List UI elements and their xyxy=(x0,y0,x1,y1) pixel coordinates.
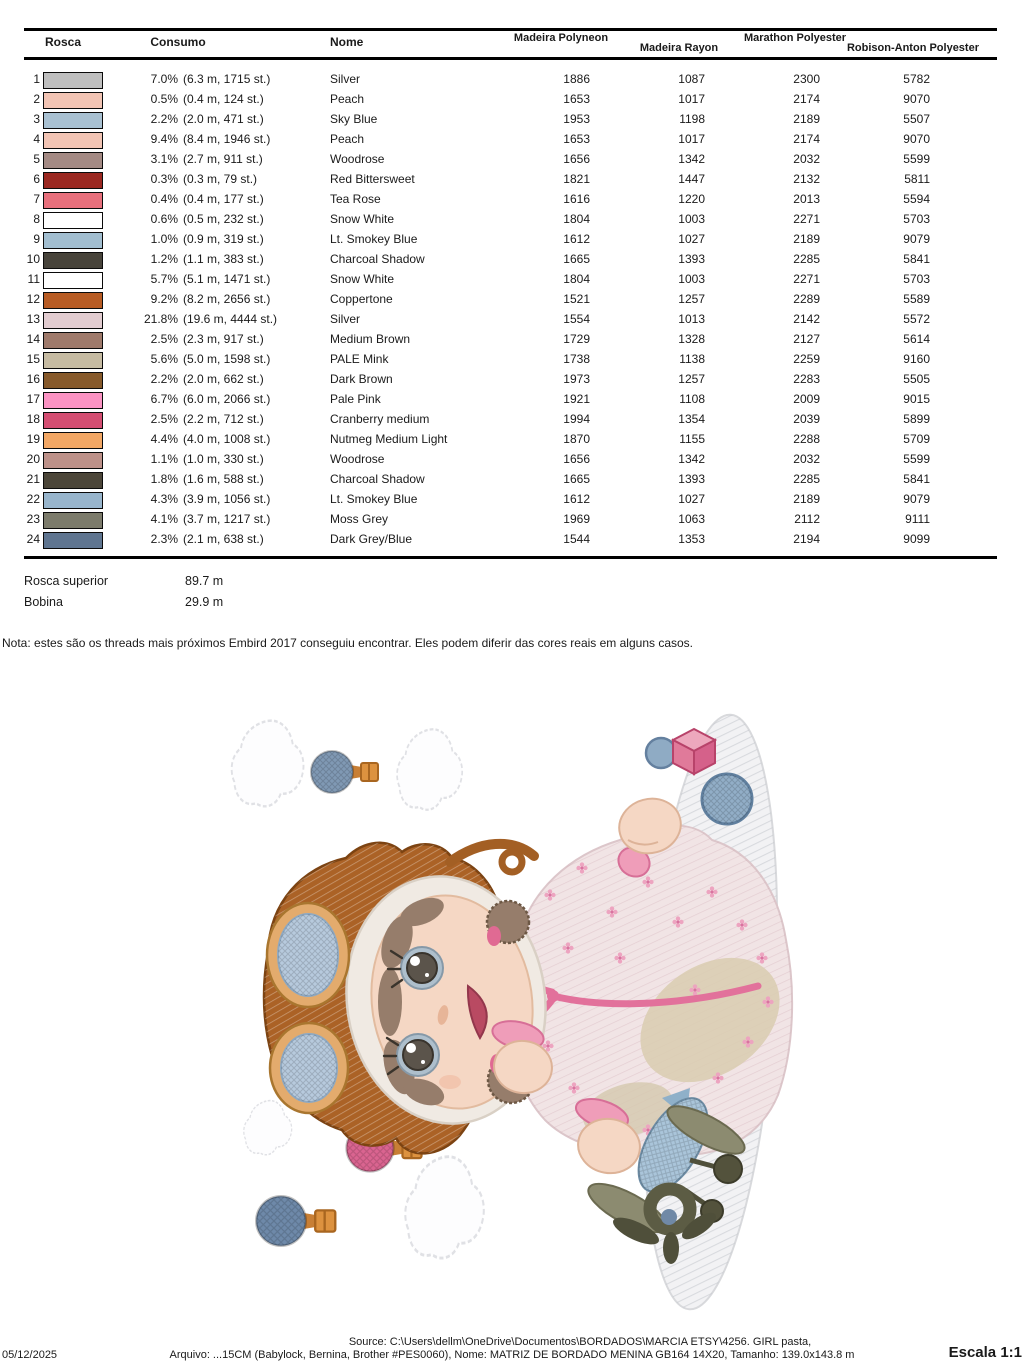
robison-anton-code: 5594 xyxy=(903,192,930,206)
footer-scale-label: Escala 1:1 xyxy=(948,1344,1022,1361)
thread-consumption-percent: 7.0% xyxy=(150,72,178,86)
thread-number: 3 xyxy=(33,112,40,126)
madeira-rayon-code: 1257 xyxy=(678,292,705,306)
thread-name: Pale Pink xyxy=(330,392,381,406)
thread-name: Tea Rose xyxy=(330,192,381,206)
thread-table-rows xyxy=(0,70,1024,550)
madeira-polyneon-code: 1886 xyxy=(563,72,590,86)
thread-table-row xyxy=(0,70,1024,90)
marathon-polyester-code: 2142 xyxy=(793,312,820,326)
thread-consumption-detail: (2.2 m, 712 st.) xyxy=(183,412,264,426)
column-header-robison-anton-polyester: Robison-Anton Polyester xyxy=(846,42,979,54)
thread-number: 6 xyxy=(33,172,40,186)
madeira-rayon-code: 1003 xyxy=(678,212,705,226)
thread-consumption-percent: 1.2% xyxy=(150,252,178,266)
column-header-nome: Nome xyxy=(330,35,364,49)
madeira-rayon-code: 1017 xyxy=(678,132,705,146)
thread-color-swatch xyxy=(43,352,103,369)
bobina-value: 29.9 m xyxy=(185,595,224,609)
thread-table-row xyxy=(0,130,1024,150)
thread-color-swatch xyxy=(43,232,103,249)
thread-consumption-detail: (8.2 m, 2656 st.) xyxy=(183,292,271,306)
thread-consumption-percent: 4.3% xyxy=(150,492,178,506)
thread-table-row xyxy=(0,110,1024,130)
thread-consumption-detail: (0.9 m, 319 st.) xyxy=(183,232,264,246)
madeira-polyneon-code: 1554 xyxy=(563,312,590,326)
madeira-polyneon-code: 1921 xyxy=(563,392,590,406)
marathon-polyester-code: 2259 xyxy=(793,352,820,366)
thread-number: 4 xyxy=(33,132,40,146)
madeira-polyneon-code: 1804 xyxy=(563,212,590,226)
madeira-polyneon-code: 1656 xyxy=(563,152,590,166)
thread-consumption-detail: (3.9 m, 1056 st.) xyxy=(183,492,271,506)
madeira-rayon-code: 1063 xyxy=(678,512,705,526)
madeira-polyneon-code: 1521 xyxy=(563,292,590,306)
footer-date: 05/12/2025 xyxy=(2,1349,58,1361)
thread-table-row xyxy=(0,210,1024,230)
madeira-rayon-code: 1353 xyxy=(678,532,705,546)
madeira-polyneon-code: 1612 xyxy=(563,492,590,506)
thread-name: Sky Blue xyxy=(330,112,378,126)
table-top-rule xyxy=(24,28,997,31)
thread-number: 19 xyxy=(26,432,40,446)
thread-consumption-percent: 4.1% xyxy=(150,512,178,526)
thread-name: Red Bittersweet xyxy=(330,172,415,186)
thread-name: Charcoal Shadow xyxy=(330,472,425,486)
madeira-polyneon-code: 1973 xyxy=(563,372,590,386)
footer-source-line: Source: C:\Users\dellm\OneDrive\Documentos\BORDADOS\MARCIA ETSY\4256. GIRL pasta, xyxy=(348,1336,812,1348)
marathon-polyester-code: 2174 xyxy=(793,132,820,146)
thread-color-swatch xyxy=(43,252,103,269)
madeira-polyneon-code: 1994 xyxy=(563,412,590,426)
madeira-rayon-code: 1027 xyxy=(678,232,705,246)
marathon-polyester-code: 2013 xyxy=(793,192,820,206)
thread-table-row xyxy=(0,390,1024,410)
madeira-rayon-code: 1003 xyxy=(678,272,705,286)
thread-number: 16 xyxy=(26,372,40,386)
thread-name: Peach xyxy=(330,132,365,146)
blue-dot-large xyxy=(702,774,752,824)
bobina-label: Bobina xyxy=(24,595,63,609)
robison-anton-code: 5614 xyxy=(903,332,930,346)
madeira-polyneon-code: 1665 xyxy=(563,472,590,486)
column-header-marathon-polyester: Marathon Polyester xyxy=(743,32,847,44)
marathon-polyester-code: 2039 xyxy=(793,412,820,426)
robison-anton-code: 5703 xyxy=(903,212,930,226)
robison-anton-code: 5599 xyxy=(903,152,930,166)
thread-table-row xyxy=(0,190,1024,210)
thread-consumption-percent: 3.1% xyxy=(150,152,178,166)
thread-consumption-detail: (5.0 m, 1598 st.) xyxy=(183,352,271,366)
thread-number: 10 xyxy=(26,252,40,266)
thread-consumption-detail: (4.0 m, 1008 st.) xyxy=(183,432,271,446)
madeira-rayon-code: 1155 xyxy=(679,432,705,446)
thread-consumption-percent: 5.6% xyxy=(150,352,178,366)
madeira-polyneon-code: 1653 xyxy=(563,132,590,146)
marathon-polyester-code: 2194 xyxy=(793,532,820,546)
embroidery-design-preview xyxy=(150,690,850,1340)
airplane-propeller-hub xyxy=(661,1209,677,1225)
thread-name: Lt. Smokey Blue xyxy=(330,492,418,506)
thread-consumption-detail: (3.7 m, 1217 st.) xyxy=(183,512,271,526)
pink-cube-block xyxy=(673,729,715,774)
thread-color-swatch xyxy=(43,112,103,129)
column-header-madeira-polyneon: Madeira Polyneon xyxy=(513,32,609,44)
thread-table-row xyxy=(0,250,1024,270)
thread-name: Woodrose xyxy=(330,452,385,466)
marathon-polyester-code: 2009 xyxy=(793,392,820,406)
thread-consumption-detail: (6.0 m, 2066 st.) xyxy=(183,392,271,406)
marathon-polyester-code: 2032 xyxy=(793,452,820,466)
hot-air-balloon-blue-gray xyxy=(311,751,378,793)
madeira-rayon-code: 1017 xyxy=(678,92,705,106)
thread-consumption-detail: (6.3 m, 1715 st.) xyxy=(183,72,271,86)
thread-table-row xyxy=(0,270,1024,290)
madeira-polyneon-code: 1953 xyxy=(563,112,590,126)
thread-table-row xyxy=(0,470,1024,490)
robison-anton-code: 5703 xyxy=(903,272,930,286)
marathon-polyester-code: 2271 xyxy=(793,212,820,226)
thread-name: PALE Mink xyxy=(330,352,389,366)
madeira-polyneon-code: 1821 xyxy=(563,172,590,186)
thread-color-swatch xyxy=(43,172,103,189)
madeira-polyneon-code: 1656 xyxy=(563,452,590,466)
thread-color-swatch xyxy=(43,532,103,549)
thread-color-swatch xyxy=(43,392,103,409)
thread-name: Peach xyxy=(330,92,365,106)
thread-consumption-detail: (2.1 m, 638 st.) xyxy=(183,532,264,546)
robison-anton-code: 5599 xyxy=(903,452,930,466)
thread-consumption-percent: 1.1% xyxy=(150,452,178,466)
eye-upper xyxy=(388,947,443,989)
madeira-rayon-code: 1013 xyxy=(678,312,705,326)
madeira-rayon-code: 1027 xyxy=(678,492,705,506)
madeira-rayon-code: 1138 xyxy=(679,352,705,366)
thread-name: Silver xyxy=(330,312,361,326)
thread-table-row xyxy=(0,350,1024,370)
madeira-rayon-code: 1198 xyxy=(679,112,705,126)
thread-number: 21 xyxy=(26,472,40,486)
thread-table-row xyxy=(0,330,1024,350)
thread-color-swatch xyxy=(43,132,103,149)
madeira-polyneon-code: 1870 xyxy=(563,432,590,446)
thread-consumption-percent: 2.3% xyxy=(150,532,178,546)
thread-color-swatch xyxy=(43,452,103,469)
thread-consumption-percent: 0.4% xyxy=(150,192,178,206)
thread-color-swatch xyxy=(43,332,103,349)
thread-name: Dark Brown xyxy=(330,372,393,386)
robison-anton-code: 9099 xyxy=(903,532,930,546)
robison-anton-code: 5841 xyxy=(903,472,930,486)
thread-consumption-detail: (1.1 m, 383 st.) xyxy=(183,252,264,266)
madeira-polyneon-code: 1653 xyxy=(563,92,590,106)
thread-number: 13 xyxy=(26,312,40,326)
thread-table-row xyxy=(0,430,1024,450)
thread-consumption-percent: 1.0% xyxy=(150,232,178,246)
eye-lower xyxy=(384,1034,439,1076)
thread-number: 8 xyxy=(33,212,40,226)
thread-note: Nota: estes são os threads mais próximos Embird 2017 conseguiu encontrar. Eles podem diferir das cores reais em alguns casos. xyxy=(2,636,694,650)
column-header-rosca: Rosca xyxy=(44,35,82,49)
thread-color-swatch xyxy=(43,412,103,429)
thread-number: 12 xyxy=(26,292,40,306)
thread-name: Dark Grey/Blue xyxy=(330,532,413,546)
thread-consumption-detail: (1.6 m, 588 st.) xyxy=(183,472,264,486)
thread-name: Woodrose xyxy=(330,152,385,166)
thread-number: 22 xyxy=(26,492,40,506)
thread-name: Coppertone xyxy=(330,292,393,306)
thread-table-row xyxy=(0,490,1024,510)
madeira-polyneon-code: 1738 xyxy=(563,352,590,366)
thread-consumption-percent: 5.7% xyxy=(150,272,178,286)
madeira-polyneon-code: 1665 xyxy=(563,252,590,266)
robison-anton-code: 9111 xyxy=(905,512,930,526)
thread-consumption-detail: (1.0 m, 330 st.) xyxy=(183,452,264,466)
marathon-polyester-code: 2285 xyxy=(793,252,820,266)
madeira-rayon-code: 1447 xyxy=(678,172,705,186)
thread-consumption-detail: (0.5 m, 232 st.) xyxy=(183,212,264,226)
madeira-polyneon-code: 1616 xyxy=(563,192,590,206)
thread-number: 23 xyxy=(26,512,40,526)
thread-number: 11 xyxy=(27,272,40,286)
thread-consumption-percent: 9.2% xyxy=(150,292,178,306)
marathon-polyester-code: 2189 xyxy=(793,232,820,246)
madeira-rayon-code: 1342 xyxy=(678,452,705,466)
madeira-rayon-code: 1220 xyxy=(678,192,705,206)
thread-color-swatch xyxy=(43,72,103,89)
thread-consumption-detail: (19.6 m, 4444 st.) xyxy=(183,312,278,326)
rosca-superior-label: Rosca superior xyxy=(24,574,109,588)
robison-anton-code: 9070 xyxy=(903,132,930,146)
thread-table-row xyxy=(0,290,1024,310)
column-header-consumo: Consumo xyxy=(150,35,206,49)
thread-table-row xyxy=(0,510,1024,530)
robison-anton-code: 5709 xyxy=(903,432,930,446)
thread-color-swatch xyxy=(43,192,103,209)
thread-name: Snow White xyxy=(330,212,395,226)
marathon-polyester-code: 2283 xyxy=(793,372,820,386)
thread-name: Cranberry medium xyxy=(330,412,430,426)
robison-anton-code: 9079 xyxy=(903,232,930,246)
thread-consumption-percent: 2.2% xyxy=(150,112,178,126)
thread-consumption-detail: (0.4 m, 124 st.) xyxy=(183,92,264,106)
madeira-polyneon-code: 1969 xyxy=(563,512,590,526)
marathon-polyester-code: 2032 xyxy=(793,152,820,166)
madeira-rayon-code: 1342 xyxy=(678,152,705,166)
robison-anton-code: 5507 xyxy=(903,112,930,126)
thread-table-row xyxy=(0,530,1024,550)
thread-table-row xyxy=(0,450,1024,470)
thread-consumption-detail: (0.4 m, 177 st.) xyxy=(183,192,264,206)
thread-table-row xyxy=(0,370,1024,390)
column-header-madeira-rayon: Madeira Rayon xyxy=(639,42,719,54)
madeira-polyneon-code: 1544 xyxy=(563,532,590,546)
madeira-polyneon-code: 1612 xyxy=(563,232,590,246)
table-bottom-rule xyxy=(24,556,997,559)
robison-anton-code: 9079 xyxy=(903,492,930,506)
marathon-polyester-code: 2189 xyxy=(793,112,820,126)
robison-anton-code: 9015 xyxy=(903,392,930,406)
hot-air-balloon-blue xyxy=(256,1196,335,1246)
robison-anton-code: 5811 xyxy=(904,172,930,186)
robison-anton-code: 5899 xyxy=(903,412,930,426)
madeira-rayon-code: 1257 xyxy=(678,372,705,386)
thread-consumption-percent: 0.6% xyxy=(150,212,178,226)
thread-consumption-percent: 2.5% xyxy=(150,412,178,426)
marathon-polyester-code: 2289 xyxy=(793,292,820,306)
thread-consumption-detail: (2.0 m, 662 st.) xyxy=(183,372,264,386)
madeira-rayon-code: 1108 xyxy=(679,392,705,406)
thread-color-swatch xyxy=(43,92,103,109)
pajama-body xyxy=(502,825,803,1156)
footer-file-line: Arquivo: ...15CM (Babylock, Bernina, Brother #PES0060), Nome: MATRIZ DE BORDADO MENINA GB164 14X20, Tamanho: 139.0x143.8 m xyxy=(169,1349,855,1361)
thread-number: 17 xyxy=(26,392,40,406)
thread-table-row xyxy=(0,170,1024,190)
thread-table-row xyxy=(0,310,1024,330)
thread-number: 20 xyxy=(26,452,40,466)
madeira-rayon-code: 1354 xyxy=(678,412,705,426)
thread-consumption-percent: 0.3% xyxy=(150,172,178,186)
airplane-wheel xyxy=(714,1155,742,1183)
thread-color-swatch xyxy=(43,492,103,509)
thread-color-swatch xyxy=(43,312,103,329)
thread-consumption-detail: (5.1 m, 1471 st.) xyxy=(183,272,271,286)
thread-number: 24 xyxy=(26,532,40,546)
thread-consumption-percent: 6.7% xyxy=(150,392,178,406)
thread-number: 14 xyxy=(26,332,40,346)
marathon-polyester-code: 2300 xyxy=(793,72,820,86)
madeira-rayon-code: 1328 xyxy=(678,332,705,346)
thread-consumption-percent: 21.8% xyxy=(143,312,178,326)
thread-name: Snow White xyxy=(330,272,395,286)
madeira-polyneon-code: 1804 xyxy=(563,272,590,286)
thread-table-row xyxy=(0,90,1024,110)
thread-color-swatch xyxy=(43,512,103,529)
robison-anton-code: 5505 xyxy=(903,372,930,386)
thread-color-swatch xyxy=(43,152,103,169)
robison-anton-code: 9070 xyxy=(903,92,930,106)
robison-anton-code: 5572 xyxy=(903,312,930,326)
thread-table-row xyxy=(0,150,1024,170)
table-header-rule xyxy=(24,57,997,60)
thread-name: Silver xyxy=(330,72,361,86)
thread-consumption-detail: (2.0 m, 471 st.) xyxy=(183,112,264,126)
rosca-superior-value: 89.7 m xyxy=(185,574,224,588)
thread-consumption-percent: 1.8% xyxy=(150,472,178,486)
thread-name: Nutmeg Medium Light xyxy=(330,432,448,446)
thread-color-swatch xyxy=(43,372,103,389)
thread-consumption-detail: (8.4 m, 1946 st.) xyxy=(183,132,271,146)
thread-number: 7 xyxy=(33,192,40,206)
marathon-polyester-code: 2271 xyxy=(793,272,820,286)
marathon-polyester-code: 2288 xyxy=(793,432,820,446)
thread-number: 15 xyxy=(26,352,40,366)
madeira-polyneon-code: 1729 xyxy=(563,332,590,346)
thread-color-swatch xyxy=(43,212,103,229)
cheek-blush xyxy=(439,1075,461,1089)
thread-name: Lt. Smokey Blue xyxy=(330,232,418,246)
marathon-polyester-code: 2112 xyxy=(794,512,820,526)
thread-number: 9 xyxy=(33,232,40,246)
thread-color-swatch xyxy=(43,292,103,309)
marathon-polyester-code: 2127 xyxy=(793,332,820,346)
thread-table-row xyxy=(0,410,1024,430)
thread-name: Medium Brown xyxy=(330,332,411,346)
thread-number: 18 xyxy=(26,412,40,426)
thread-name: Charcoal Shadow xyxy=(330,252,425,266)
marathon-polyester-code: 2285 xyxy=(793,472,820,486)
blue-dot-small xyxy=(646,738,676,768)
marathon-polyester-code: 2189 xyxy=(793,492,820,506)
robison-anton-code: 5841 xyxy=(903,252,930,266)
thread-consumption-percent: 2.5% xyxy=(150,332,178,346)
thread-color-swatch xyxy=(43,472,103,489)
thread-consumption-detail: (0.3 m, 79 st.) xyxy=(183,172,258,186)
madeira-rayon-code: 1087 xyxy=(678,72,705,86)
thread-number: 1 xyxy=(33,72,40,86)
thread-consumption-percent: 0.5% xyxy=(150,92,178,106)
thread-consumption-detail: (2.3 m, 917 st.) xyxy=(183,332,264,346)
thread-number: 5 xyxy=(33,152,40,166)
thread-table-row xyxy=(0,230,1024,250)
robison-anton-code: 5782 xyxy=(903,72,930,86)
thread-color-swatch xyxy=(43,272,103,289)
thread-consumption-percent: 2.2% xyxy=(150,372,178,386)
thread-consumption-percent: 9.4% xyxy=(150,132,178,146)
thread-consumption-detail: (2.7 m, 911 st.) xyxy=(183,152,263,166)
marathon-polyester-code: 2132 xyxy=(793,172,820,186)
thread-name: Moss Grey xyxy=(330,512,389,526)
thread-consumption-percent: 4.4% xyxy=(150,432,178,446)
madeira-rayon-code: 1393 xyxy=(678,252,705,266)
robison-anton-code: 9160 xyxy=(903,352,930,366)
thread-number: 2 xyxy=(33,92,40,106)
madeira-rayon-code: 1393 xyxy=(678,472,705,486)
robison-anton-code: 5589 xyxy=(903,292,930,306)
marathon-polyester-code: 2174 xyxy=(793,92,820,106)
thread-color-swatch xyxy=(43,432,103,449)
